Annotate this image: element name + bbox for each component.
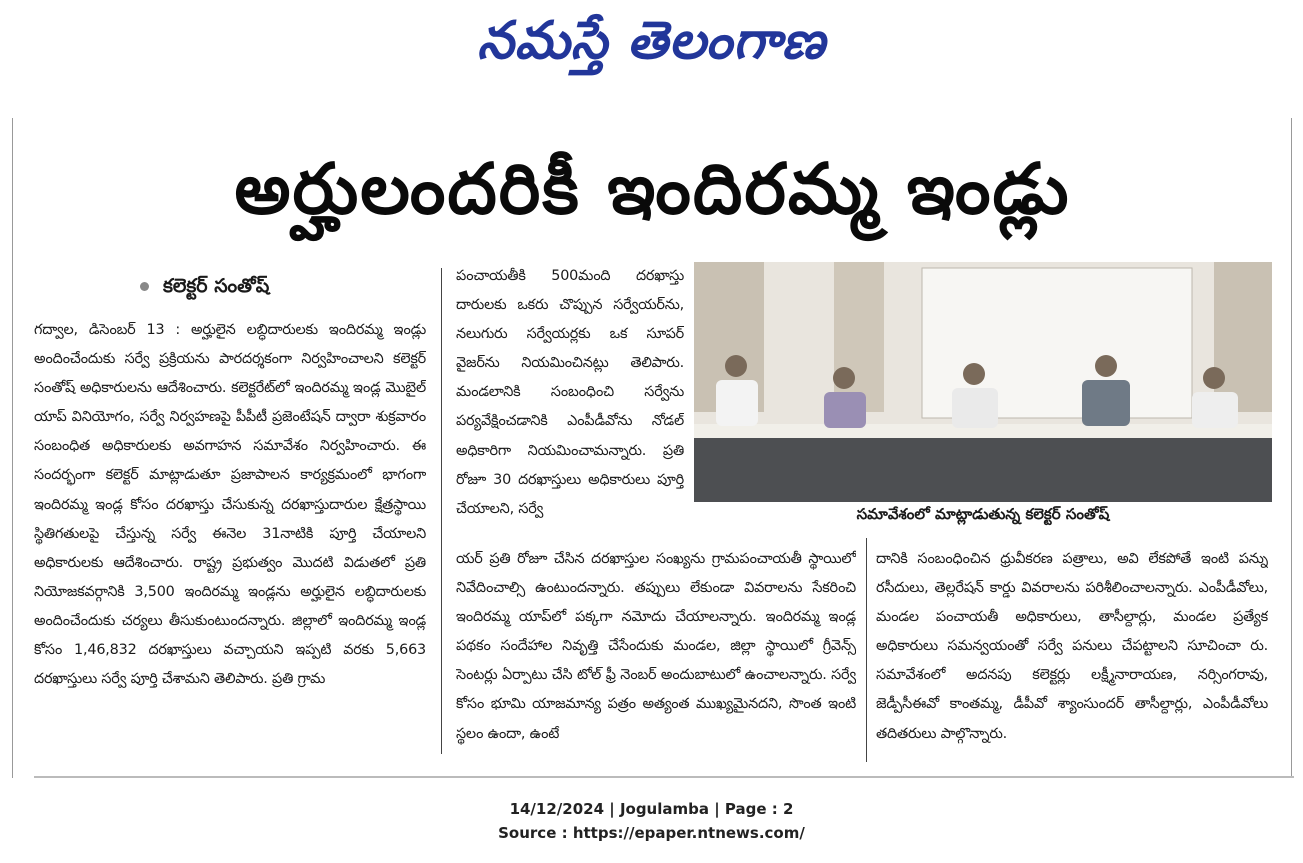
masthead-logo: నమస్తే తెలంగాణ bbox=[477, 10, 826, 71]
frame-bottom-rule bbox=[34, 776, 1294, 778]
article-column-2 bbox=[456, 262, 684, 552]
article-column-2-continued bbox=[456, 545, 856, 763]
photo-caption: సమావేశంలో మాట్లాడుతున్న కలెక్టర్ సంతోష్ bbox=[856, 505, 1110, 523]
column-rule bbox=[441, 268, 442, 754]
article-headline: అర్హులందరికీ ఇందిరమ్మ ఇండ్లు bbox=[234, 148, 1071, 230]
column-2-text: పంచాయతీకి 500మంది దరఖాస్తు దారులకు ఒకరు చొప్పున సర్వేయర్‌ను, నలుగురు సర్వేయర్లకు ఒక సూపర్ వైజర్‌ను నియమించినట్లు తెలిపారు. మండలానికి సంబంధించి సర్వేను పర్యవేక్షించడానికి ఎంపీడీవోను నోడల్ అధికారిగా నియమించామన్నారు. ప్రతి రోజూ 30 దరఖాస్తులు అధికారులు పూర్తి చేయాలని, సర్వే bbox=[456, 268, 684, 517]
bullet-icon bbox=[140, 282, 149, 291]
frame-right-rule bbox=[1291, 118, 1292, 778]
article-column-1 bbox=[34, 316, 426, 766]
byline-text: కలెక్టర్ సంతోష్ bbox=[163, 275, 270, 297]
column-2b-text: యర్ ప్రతి రోజూ చేసిన దరఖాస్తుల సంఖ్యను గ్రామపంచాయతీ స్థాయిలో నివేదించాల్సి ఉంటుందన్నారు. తప్పులు లేకుండా వివరాలను సేకరించి ఇందిరమ్మ యాప్‌లో పక్కగా నమోదు చేయాలన్నారు. ఇందిరమ్మ ఇండ్ల పథకం సందేహాల నివృత్తి చేసేందుకు మండల, జిల్లా స్థాయిలో గ్రీవెన్స్ సెంటర్లు ఏర్పాటు చేసి టోల్ ఫ్రీ నెంబర్ అందుబాటులో ఉంచాలన్నారు. సర్వే కోసం భూమి యాజమాన్య పత్రం అత్యంత ముఖ్యమైనదని, సొంత ఇంటి స్థలం ఉందా, ఉంటే bbox=[456, 551, 856, 742]
column-3-text: దానికి సంబంధించిన ధ్రువీకరణ పత్రాలు, అవి లేకపోతే ఇంటి పన్ను రసీదులు, తెల్లరేషన్ కార్డు వివరాలను పరిశీలించాలన్నారు. ఎంపీడీవోలు, మండల పంచాయతీ అధికారులు, తాసీల్దార్లు, మండల ప్రత్యేక అధికారులు సమన్వయంతో సర్వే పనులు చేపట్టాలని సూచించా రు. సమావేశంలో అదనపు కలెక్టర్లు లక్ష్మీనారాయణ, నర్సింగరావు, జెడ్పీసీఈవో కాంతమ్మ, డీపీవో శ్యాంసుందర్ తాసీల్దార్లు, ఎంపీడీవోలు తదితరులు పాల్గొన్నారు. bbox=[876, 551, 1268, 742]
article-photo bbox=[694, 262, 1272, 502]
column-1-text: గద్వాల, డిసెంబర్ 13 : అర్హులైన లబ్ధిదారులకు ఇందిరమ్మ ఇండ్లు అందించేందుకు సర్వే ప్రక్రియను పారదర్శకంగా నిర్వహించాలని కలెక్టర్ సంతోష్ అధికారులను ఆదేశించారు. కలెక్టరేట్‌లో ఇందిరమ్మ ఇండ్ల మొబైల్ యాప్ వినియోగం, సర్వే నిర్వహణపై పీపీటీ ప్రజెంటేషన్ ద్వారా శుక్రవారం సంబంధిత అధికారులకు అవగాహన సమావేశం నిర్వహించారు. ఈ సందర్భంగా కలెక్టర్ మాట్లాడుతూ ప్రజాపాలన కార్యక్రమంలో భాగంగా ఇందిరమ్మ ఇండ్ల కోసం దరఖాస్తు చేసుకున్న దరఖాస్తుదారుల క్షేత్రస్థాయి స్థితిగతులపై చేస్తున్న సర్వే ఈనెల 31నాటికి పూర్తి చేయాలని అధికారులకు ఆదేశించారు. రాష్ట్ర ప్రభుత్వం మొదటి విడుతలో ప్రతి నియోజకవర్గానికి 3,500 ఇందిరమ్మ ఇండ్లను అర్హులైన లబ్ధిదారులకు అందించేందుకు చర్యలు తీసుకుంటుందన్నారు. జిల్లాలో ఇందిరమ్మ ఇండ్ల కోసం 1,46,832 దరఖాస్తులు వచ్చాయని ఇప్పటి వరకు 5,663 దరఖాస్తులు సర్వే పూర్తి చేశామని తెలిపారు. ప్రతి గ్రామ bbox=[34, 322, 426, 688]
footer-source-line[interactable]: Source : https://epaper.ntnews.com/ bbox=[498, 824, 805, 842]
column-rule-2 bbox=[866, 538, 867, 762]
frame-left-rule bbox=[12, 118, 13, 778]
article-byline bbox=[140, 272, 269, 300]
footer-meta-line: 14/12/2024 | Jogulamba | Page : 2 bbox=[509, 800, 794, 818]
meeting-photo-illustration bbox=[694, 262, 1272, 502]
article-column-3 bbox=[876, 545, 1268, 763]
